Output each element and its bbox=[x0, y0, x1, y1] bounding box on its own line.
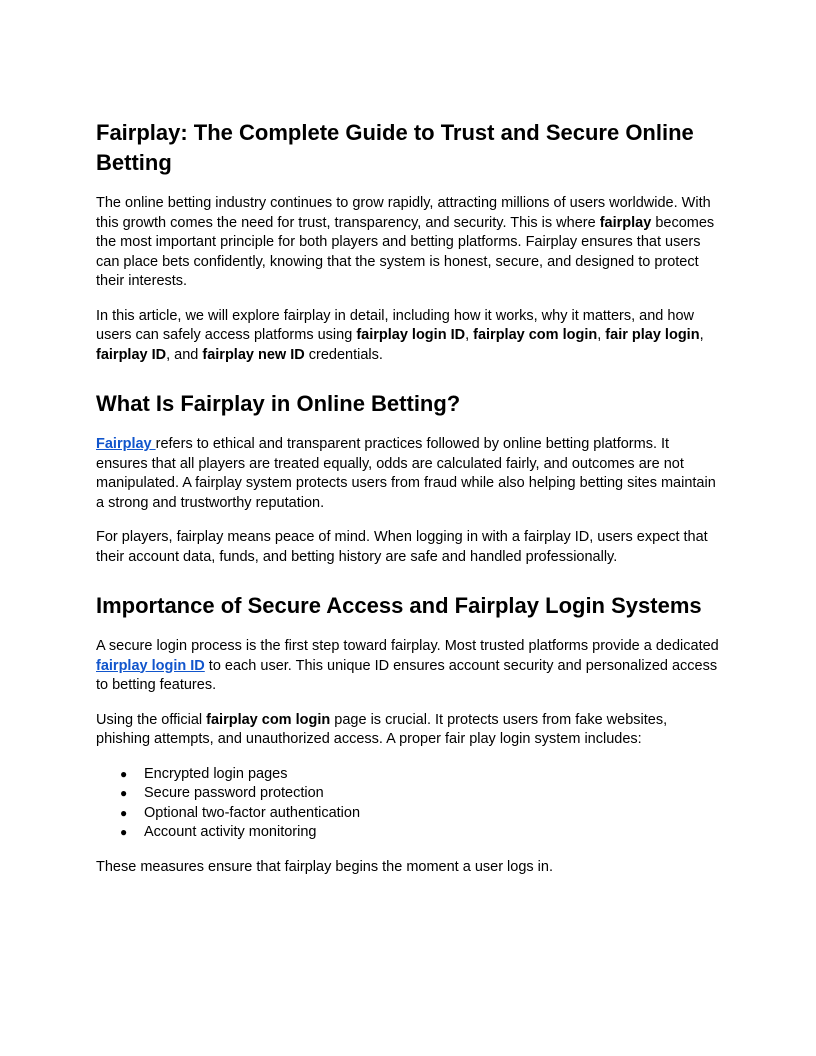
intro-p2-sep-2: , bbox=[597, 327, 606, 343]
intro-p2-sep-3: , bbox=[699, 327, 704, 343]
section2-p2-text-a: Using the official bbox=[96, 711, 207, 728]
intro-p2-text-end: credentials. bbox=[304, 346, 383, 363]
list-item bbox=[120, 804, 720, 824]
section2-p1-text-a: A secure login process is the first step toward fairplay. Most trusted platforms provide a dedicated bbox=[96, 638, 719, 654]
list-item-text: Account activity monitoring bbox=[144, 824, 317, 840]
list-item bbox=[120, 765, 720, 785]
section2-p2-bold: fairplay com login bbox=[206, 711, 331, 728]
intro-p2-bold-com-login: fairplay com login bbox=[473, 327, 598, 343]
section2-closing-paragraph: These measures ensure that fairplay begins the moment a user logs in. bbox=[96, 858, 553, 875]
section2-paragraph-1 bbox=[96, 637, 720, 696]
list-item bbox=[120, 823, 720, 843]
section-heading-secure-access: Importance of Secure Access and Fairplay Login Systems bbox=[96, 593, 702, 618]
section1-paragraph-1 bbox=[96, 435, 720, 513]
section-heading-what-is-fairplay: What Is Fairplay in Online Betting? bbox=[96, 391, 461, 416]
section2-paragraph-2 bbox=[96, 711, 720, 750]
intro-p2-sep-1: , bbox=[465, 327, 474, 343]
bullet-icon: ● bbox=[120, 786, 128, 800]
intro-p2-bold-fairplay-id: fairplay ID bbox=[96, 346, 167, 363]
list-item-text: Optional two-factor authentication bbox=[144, 804, 361, 821]
section2-p2-text-b: page is crucial. It protects users from fake websites, phishing attempts, and unauthorized access. A proper fair play login system includes: bbox=[96, 711, 668, 747]
fairplay-link[interactable]: Fairplay bbox=[96, 436, 156, 452]
bullet-icon: ● bbox=[120, 805, 128, 820]
intro-p2-bold-new-id: fairplay new ID bbox=[202, 346, 305, 363]
page-title: Fairplay: The Complete Guide to Trust and Secure Online Betting bbox=[96, 120, 694, 175]
intro-paragraph-1 bbox=[96, 194, 720, 292]
intro-p2-bold-fair-play-login: fair play login bbox=[605, 327, 700, 343]
intro-p1-bold: fairplay bbox=[599, 214, 652, 231]
intro-p2-sep-4: , and bbox=[166, 346, 203, 363]
list-item bbox=[120, 784, 720, 804]
section2-p1-text-b: to each user. This unique ID ensures account security and personalized access to betting features. bbox=[96, 657, 718, 693]
fairplay-login-id-link[interactable]: fairplay login ID bbox=[96, 657, 205, 674]
section1-p1-text: refers to ethical and transparent practices followed by online betting platforms. It ensures that all players are treated equally, odds are calculated fairly, and outcomes are not manipulated. A fairplay system protects users from fraud while also helping betting sites maintain a strong and trustworthy reputation. bbox=[96, 436, 716, 511]
list-item-text: Secure password protection bbox=[144, 785, 324, 801]
login-features-list bbox=[96, 765, 720, 843]
intro-p2-text-a: In this article, we will explore fairplay in detail, including how it works, why it matters, and how users can safely access platforms using bbox=[96, 307, 694, 343]
bullet-icon: ● bbox=[120, 766, 128, 781]
list-item-text: Encrypted login pages bbox=[144, 765, 288, 782]
intro-p1-text-b: becomes the most important principle for both players and betting platforms. Fairplay ensures that users can place bets confidently, knowing that the system is honest, secure, and designed to protect their interests. bbox=[96, 214, 715, 289]
bullet-icon: ● bbox=[120, 825, 128, 839]
intro-paragraph-2 bbox=[96, 307, 720, 366]
section1-paragraph-2: For players, fairplay means peace of mind. When logging in with a fairplay ID, users expect that their account data, funds, and betting history are safe and handled professionally. bbox=[96, 529, 708, 565]
intro-p2-bold-login-id: fairplay login ID bbox=[356, 327, 466, 343]
intro-p1-text-a: The online betting industry continues to grow rapidly, attracting millions of users worldwide. With this growth comes the need for trust, transparency, and security. This is where bbox=[96, 195, 711, 231]
